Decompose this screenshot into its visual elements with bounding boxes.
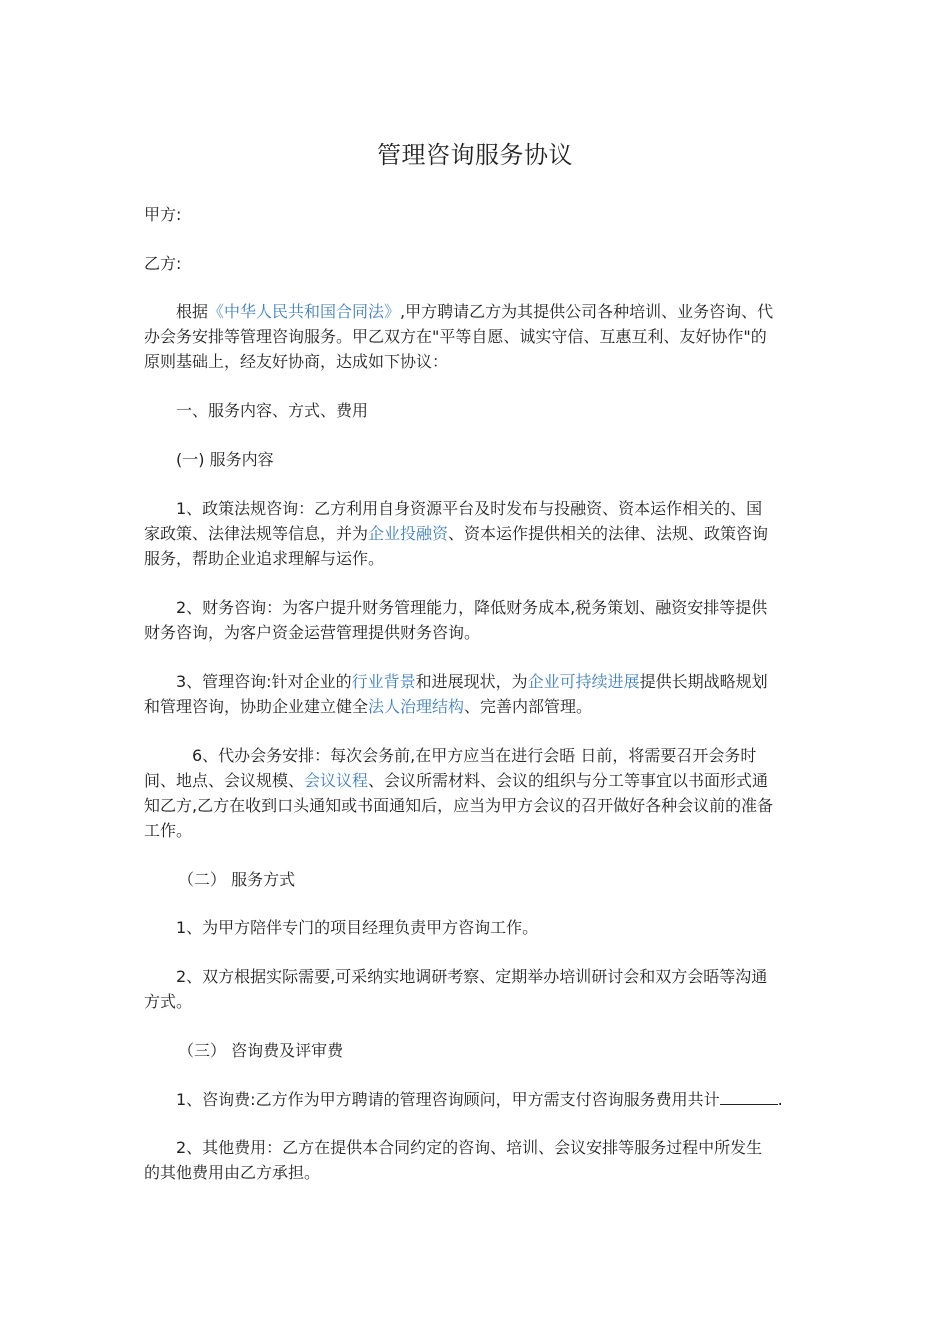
method-2-line-2: 方式。: [144, 992, 193, 1011]
subsection-2-heading: （二） 服务方式: [178, 870, 296, 889]
fee-1: [176, 1088, 846, 1113]
intro-text: ,甲方聘请乙方为其提供公司各种培训、业务咨询、代: [400, 302, 774, 321]
item-1-text: 、资本运作提供相关的法律、法规、政策咨询: [448, 524, 769, 543]
item-6-line-1: 6、代办会务安排：每次会务前,在甲方应当在进行会晤 日前，将需要召开会务时: [192, 746, 757, 765]
party-a-label: 甲方:: [144, 205, 182, 224]
fee-2-line-1: 2、其他费用：乙方在提供本合同约定的咨询、培训、会议安排等服务过程中所发生: [176, 1138, 763, 1157]
fee-amount-blank: [720, 1090, 778, 1105]
meeting-agenda-link[interactable]: 会议议程: [304, 771, 369, 790]
item-1-line-1: 1、政策法规咨询：乙方利用自身资源平台及时发布与投融资、资本运作相关的、国: [176, 499, 763, 518]
fee-1-end: .: [777, 1090, 783, 1109]
item-6-line-4: 工作。: [144, 821, 193, 840]
subsection-3-heading: （三） 咨询费及评审费: [178, 1041, 344, 1060]
item-3-text: 提供长期战略规划: [639, 672, 768, 691]
item-1-text: 家政策、法律法规等信息，并为: [144, 524, 369, 543]
item-3-text: 、完善内部管理。: [464, 697, 593, 716]
party-b-label: 乙方:: [144, 254, 182, 273]
industry-background-link[interactable]: 行业背景: [351, 672, 416, 691]
intro-line-2: 办会务安排等管理咨询服务。甲乙双方在"平等自愿、诚实守信、互惠互利、友好协作"的: [144, 327, 767, 346]
item-6-line-3: 知乙方,乙方在收到口头通知或书面通知后，应当为甲方会议的召开做好各种会议前的准备: [144, 796, 774, 815]
item-1-line-3: 服务，帮助企业追求理解与运作。: [144, 549, 385, 568]
corporate-governance-link[interactable]: 法人治理结构: [368, 697, 465, 716]
document-title: 管理咨询服务协议: [377, 141, 573, 169]
intro-line-3: 原则基础上，经友好协商，达成如下协议：: [144, 352, 449, 371]
item-6-text: 、会议所需材料、会议的组织与分工等事宜以书面形式通: [368, 771, 769, 790]
item-2-line-2: 财务咨询，为客户资金运营管理提供财务咨询。: [144, 623, 481, 642]
intro-text: 根据: [176, 302, 209, 321]
fee-1-text: 1、咨询费:乙方作为甲方聘请的管理咨询顾问，甲方需支付咨询服务费用共计: [176, 1090, 720, 1109]
item-3-line-2: [144, 695, 814, 720]
item-3-text: 和管理咨询，协助企业建立健全: [144, 697, 369, 716]
item-3-line-1: [176, 670, 846, 695]
subsection-1-heading: (一) 服务内容: [176, 450, 274, 469]
fee-2-line-2: 的其他费用由乙方承担。: [144, 1163, 321, 1182]
item-6-text: 间、地点、会议规模、: [144, 771, 305, 790]
section-1-heading: 一、服务内容、方式、费用: [176, 401, 369, 420]
method-2-line-1: 2、双方根据实际需要,可采纳实地调研考察、定期举办培训研讨会和双方会晤等沟通: [176, 967, 768, 986]
item-3-text: 和进展现状，为: [415, 672, 528, 691]
item-6-line-2: [144, 769, 814, 794]
enterprise-investment-link[interactable]: 企业投融资: [368, 524, 449, 543]
item-2-line-1: 2、财务咨询：为客户提升财务管理能力，降低财务成本,税务策划、融资安排等提供: [176, 598, 768, 617]
intro-line-1: [176, 300, 846, 325]
item-1-line-2: [144, 522, 814, 547]
contract-law-link[interactable]: 《中华人民共和国合同法》: [208, 302, 401, 321]
method-1: 1、为甲方陪伴专门的项目经理负责甲方咨询工作。: [176, 918, 539, 937]
sustainable-development-link[interactable]: 企业可持续进展: [527, 672, 640, 691]
item-3-text: 3、管理咨询:针对企业的: [176, 672, 352, 691]
